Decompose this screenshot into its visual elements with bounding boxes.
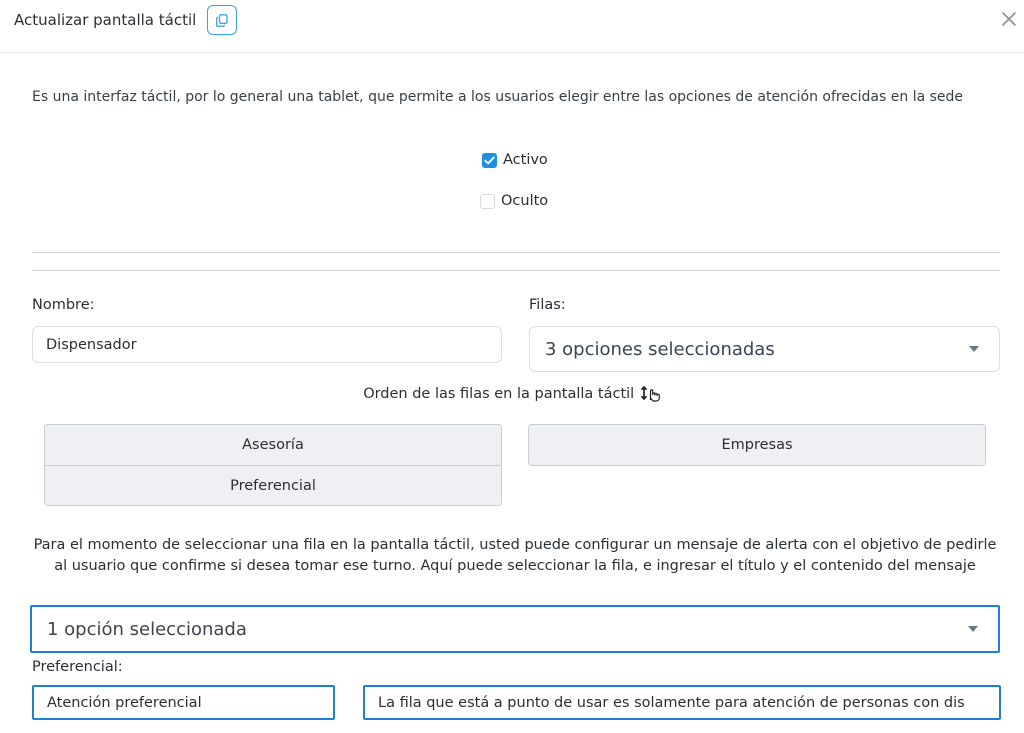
alert-select-value: 1 opción seleccionada: [47, 618, 247, 640]
active-checkbox[interactable]: [482, 153, 497, 168]
copy-button[interactable]: [207, 5, 237, 35]
hidden-checkbox[interactable]: [480, 194, 495, 209]
left-row-list: [44, 424, 502, 506]
rows-select[interactable]: [529, 326, 1000, 372]
right-row-list: [528, 424, 986, 466]
active-checkbox-row[interactable]: [482, 152, 548, 168]
modal-title: Actualizar pantalla táctil: [14, 11, 197, 29]
divider: [32, 252, 1000, 253]
hidden-checkbox-row[interactable]: [480, 193, 548, 209]
list-item-asesoria[interactable]: Asesoría: [45, 425, 501, 465]
hidden-label: Oculto: [501, 193, 549, 209]
sort-hand-icon: [641, 386, 661, 402]
copy-icon: [216, 14, 228, 27]
preferencial-label: Preferencial:: [32, 659, 123, 675]
modal-header: [0, 0, 1024, 53]
alert-row-select[interactable]: [30, 605, 1000, 653]
close-button[interactable]: [999, 9, 1019, 29]
name-input[interactable]: Dispensador: [32, 326, 502, 363]
list-item-empresas[interactable]: Empresas: [529, 425, 985, 465]
dropdown-caret-icon: [968, 626, 978, 632]
rows-label: Filas:: [529, 297, 566, 313]
list-item-preferencial[interactable]: Preferencial: [45, 465, 501, 505]
alert-description: Para el momento de seleccionar una fila en la pantalla táctil, usted puede configurar un mensaje de alerta con el objetivo de pedirle al usuario que confirme si desea tomar ese turno. Aquí puede seleccionar la fila, e ingresar el título y el contenido del mensaje: [33, 537, 997, 574]
name-label: Nombre:: [32, 297, 95, 313]
row-order-text: Orden de las filas en la pantalla táctil: [363, 386, 635, 402]
dropdown-caret-icon: [969, 346, 979, 352]
alert-title-input[interactable]: Atención preferencial: [32, 685, 335, 720]
rows-select-value: 3 opciones seleccionadas: [545, 338, 775, 360]
close-icon: [1001, 11, 1017, 27]
screen-description: Es una interfaz táctil, por lo general una tablet, que permite a los usuarios elegir entre las opciones de atención ofrecidas en la sede: [32, 89, 964, 105]
divider: [32, 270, 1000, 271]
alert-content-input[interactable]: La fila que está a punto de usar es solamente para atención de personas con dis: [363, 685, 1001, 720]
check-icon: [484, 156, 495, 165]
row-order-label: [0, 386, 1024, 402]
active-label: Activo: [503, 152, 548, 168]
